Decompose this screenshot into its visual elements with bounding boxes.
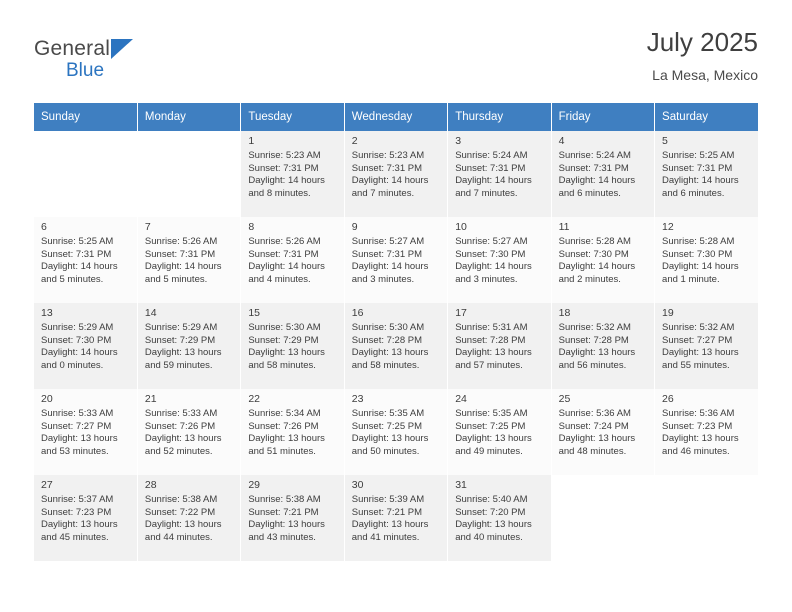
calendar-cell-empty <box>655 475 758 561</box>
day-number: 5 <box>662 135 668 147</box>
day-daylight-text: and 7 minutes. <box>455 187 518 199</box>
weekday-header-thursday: Thursday <box>448 103 551 131</box>
day-number: 23 <box>351 393 364 405</box>
day-daylight-text: and 40 minutes. <box>455 531 523 543</box>
calendar-day-cell <box>241 389 344 475</box>
day-info <box>352 322 441 372</box>
day-sunset-text: Sunset: 7:20 PM <box>455 506 526 518</box>
day-daylight-text: Daylight: 14 hours <box>41 347 118 359</box>
day-sunrise-text: Sunrise: 5:29 AM <box>144 322 218 334</box>
day-number: 10 <box>455 221 467 233</box>
calendar-day-cell <box>34 217 137 303</box>
day-info <box>352 150 441 200</box>
day-sunrise-text: Sunrise: 5:23 AM <box>351 150 425 162</box>
day-number: 29 <box>248 479 261 491</box>
day-sunrise-text: Sunrise: 5:25 AM <box>41 236 114 248</box>
calendar-day-cell <box>344 389 447 475</box>
day-sunrise-text: Sunrise: 5:31 AM <box>455 322 528 334</box>
day-sunset-text: Sunset: 7:29 PM <box>248 334 319 346</box>
day-daylight-text: Daylight: 14 hours <box>248 261 325 273</box>
day-info <box>41 494 131 544</box>
day-number: 6 <box>41 221 47 233</box>
day-daylight-text: and 3 minutes. <box>455 273 518 285</box>
day-sunset-text: Sunset: 7:31 PM <box>351 248 422 260</box>
calendar-day-cell <box>344 217 447 303</box>
day-sunrise-text: Sunrise: 5:40 AM <box>455 494 528 506</box>
day-sunset-text: Sunset: 7:31 PM <box>41 248 112 260</box>
day-sunset-text: Sunset: 7:31 PM <box>351 162 422 174</box>
day-number: 11 <box>558 221 570 233</box>
calendar-day-cell <box>448 303 551 389</box>
calendar-day-cell <box>34 389 137 475</box>
day-sunset-text: Sunset: 7:26 PM <box>144 420 216 432</box>
day-daylight-text: Daylight: 13 hours <box>351 433 429 445</box>
day-daylight-text: and 44 minutes. <box>144 531 213 543</box>
day-sunset-text: Sunset: 7:28 PM <box>351 334 422 346</box>
day-info <box>662 236 752 286</box>
day-daylight-text: Daylight: 14 hours <box>558 261 636 273</box>
day-info <box>41 322 131 372</box>
day-daylight-text: Daylight: 13 hours <box>455 519 532 531</box>
brand-name-blue: Blue <box>66 60 105 81</box>
calendar-week-row <box>34 389 758 475</box>
day-daylight-text: Daylight: 14 hours <box>662 175 739 187</box>
calendar-cell-empty <box>551 475 654 561</box>
day-info <box>455 408 544 458</box>
day-sunset-text: Sunset: 7:28 PM <box>558 334 629 346</box>
day-info <box>352 236 441 286</box>
calendar-day-cell <box>137 475 240 561</box>
day-sunrise-text: Sunrise: 5:32 AM <box>662 322 735 334</box>
weekday-header-saturday: Saturday <box>655 103 758 131</box>
day-sunset-text: Sunset: 7:31 PM <box>558 162 629 174</box>
calendar-day-cell <box>551 131 654 217</box>
day-daylight-text: and 58 minutes. <box>351 359 420 371</box>
calendar-day-cell <box>344 475 447 561</box>
day-daylight-text: Daylight: 13 hours <box>662 347 739 359</box>
day-info <box>145 322 234 372</box>
day-info <box>41 408 131 458</box>
day-daylight-text: and 58 minutes. <box>248 359 316 371</box>
day-sunrise-text: Sunrise: 5:28 AM <box>662 236 735 248</box>
day-daylight-text: and 3 minutes. <box>351 273 415 285</box>
calendar-day-cell <box>655 217 758 303</box>
day-daylight-text: Daylight: 14 hours <box>41 261 118 273</box>
day-sunrise-text: Sunrise: 5:28 AM <box>558 236 631 248</box>
weekday-header-friday: Friday <box>551 103 654 131</box>
day-daylight-text: and 2 minutes. <box>558 273 621 285</box>
day-sunrise-text: Sunrise: 5:39 AM <box>351 494 425 506</box>
day-sunrise-text: Sunrise: 5:38 AM <box>248 494 321 506</box>
day-number: 27 <box>41 479 53 491</box>
calendar-week-row <box>34 303 758 389</box>
day-daylight-text: Daylight: 13 hours <box>351 519 429 531</box>
calendar-day-cell <box>448 389 551 475</box>
day-info <box>248 236 337 286</box>
day-sunrise-text: Sunrise: 5:26 AM <box>248 236 321 248</box>
brand-name-general: General <box>34 37 111 60</box>
day-daylight-text: and 51 minutes. <box>248 445 316 457</box>
day-daylight-text: and 52 minutes. <box>144 445 213 457</box>
day-info <box>559 322 648 372</box>
calendar-day-cell <box>344 303 447 389</box>
day-sunrise-text: Sunrise: 5:26 AM <box>144 236 218 248</box>
day-info <box>41 236 131 286</box>
day-daylight-text: and 59 minutes. <box>144 359 213 371</box>
day-daylight-text: and 6 minutes. <box>662 187 725 199</box>
brand-logo <box>34 28 133 80</box>
day-number: 12 <box>662 221 674 233</box>
day-info <box>248 322 337 372</box>
day-sunset-text: Sunset: 7:27 PM <box>662 334 733 346</box>
calendar-day-cell <box>241 217 344 303</box>
day-sunset-text: Sunset: 7:21 PM <box>351 506 422 518</box>
day-sunrise-text: Sunrise: 5:25 AM <box>662 150 735 162</box>
calendar-day-cell <box>137 303 240 389</box>
calendar-day-cell <box>448 475 551 561</box>
day-daylight-text: and 57 minutes. <box>455 359 523 371</box>
calendar-week-row <box>34 217 758 303</box>
day-number: 19 <box>662 307 674 319</box>
day-number: 13 <box>41 307 53 319</box>
day-daylight-text: and 49 minutes. <box>455 445 523 457</box>
day-info <box>662 150 752 200</box>
day-daylight-text: and 5 minutes. <box>41 273 104 285</box>
day-number: 17 <box>455 307 467 319</box>
weekday-header-wednesday: Wednesday <box>344 103 447 131</box>
calendar-day-cell <box>551 389 654 475</box>
calendar-day-cell <box>655 131 758 217</box>
day-daylight-text: and 8 minutes. <box>248 187 311 199</box>
day-daylight-text: Daylight: 13 hours <box>662 433 739 445</box>
day-info <box>248 494 337 544</box>
day-sunset-text: Sunset: 7:23 PM <box>662 420 733 432</box>
day-daylight-text: Daylight: 13 hours <box>248 433 325 445</box>
day-info <box>455 322 544 372</box>
day-daylight-text: and 0 minutes. <box>41 359 104 371</box>
day-daylight-text: Daylight: 14 hours <box>351 175 429 187</box>
day-daylight-text: and 6 minutes. <box>558 187 621 199</box>
day-daylight-text: and 5 minutes. <box>144 273 208 285</box>
day-sunset-text: Sunset: 7:30 PM <box>41 334 112 346</box>
day-sunrise-text: Sunrise: 5:24 AM <box>455 150 528 162</box>
calendar-day-cell <box>344 131 447 217</box>
day-daylight-text: Daylight: 13 hours <box>248 347 325 359</box>
day-daylight-text: Daylight: 13 hours <box>144 433 222 445</box>
page-header <box>34 28 758 90</box>
day-sunset-text: Sunset: 7:30 PM <box>662 248 733 260</box>
day-sunrise-text: Sunrise: 5:23 AM <box>248 150 321 162</box>
day-daylight-text: Daylight: 14 hours <box>144 261 222 273</box>
day-sunset-text: Sunset: 7:21 PM <box>248 506 319 518</box>
day-sunrise-text: Sunrise: 5:37 AM <box>41 494 114 506</box>
day-daylight-text: and 53 minutes. <box>41 445 109 457</box>
day-sunset-text: Sunset: 7:31 PM <box>455 162 526 174</box>
day-daylight-text: Daylight: 13 hours <box>41 519 118 531</box>
day-sunset-text: Sunset: 7:26 PM <box>248 420 319 432</box>
day-daylight-text: Daylight: 14 hours <box>455 261 532 273</box>
day-daylight-text: and 50 minutes. <box>351 445 420 457</box>
day-daylight-text: and 43 minutes. <box>248 531 316 543</box>
day-sunrise-text: Sunrise: 5:38 AM <box>144 494 218 506</box>
day-info <box>662 322 752 372</box>
day-number: 21 <box>144 393 157 405</box>
day-number: 2 <box>351 135 358 147</box>
day-daylight-text: and 48 minutes. <box>558 445 627 457</box>
day-sunrise-text: Sunrise: 5:35 AM <box>455 408 528 420</box>
day-sunrise-text: Sunrise: 5:34 AM <box>248 408 321 420</box>
flag-icon <box>111 39 133 59</box>
day-sunset-text: Sunset: 7:30 PM <box>455 248 526 260</box>
day-daylight-text: Daylight: 13 hours <box>455 433 532 445</box>
calendar-table <box>34 103 758 561</box>
page-title: July 2025 <box>646 27 758 57</box>
day-daylight-text: Daylight: 14 hours <box>351 261 429 273</box>
day-number: 15 <box>248 307 261 319</box>
day-info <box>662 408 752 458</box>
day-info <box>559 408 648 458</box>
day-daylight-text: and 56 minutes. <box>558 359 627 371</box>
calendar-day-cell <box>137 389 240 475</box>
day-number: 1 <box>248 135 255 147</box>
calendar-week-row <box>34 131 758 217</box>
day-sunset-text: Sunset: 7:27 PM <box>41 420 112 432</box>
day-number: 4 <box>558 135 565 147</box>
calendar-day-cell <box>655 389 758 475</box>
calendar-day-cell <box>448 217 551 303</box>
day-info <box>455 494 544 544</box>
day-number: 8 <box>248 221 255 233</box>
day-daylight-text: and 41 minutes. <box>351 531 420 543</box>
day-sunrise-text: Sunrise: 5:30 AM <box>248 322 321 334</box>
day-number: 16 <box>351 307 364 319</box>
day-sunset-text: Sunset: 7:30 PM <box>558 248 629 260</box>
calendar-day-cell <box>551 303 654 389</box>
day-number: 25 <box>558 393 571 405</box>
day-sunrise-text: Sunrise: 5:30 AM <box>351 322 425 334</box>
day-sunrise-text: Sunrise: 5:36 AM <box>558 408 631 420</box>
day-number: 31 <box>455 479 467 491</box>
day-daylight-text: and 4 minutes. <box>248 273 311 285</box>
day-daylight-text: Daylight: 13 hours <box>144 519 222 531</box>
day-info <box>145 408 234 458</box>
day-info <box>352 408 441 458</box>
weekday-header-sunday: Sunday <box>34 103 137 131</box>
day-daylight-text: Daylight: 13 hours <box>558 433 636 445</box>
day-daylight-text: Daylight: 14 hours <box>558 175 636 187</box>
day-sunset-text: Sunset: 7:31 PM <box>144 248 216 260</box>
day-sunset-text: Sunset: 7:25 PM <box>351 420 422 432</box>
day-daylight-text: Daylight: 13 hours <box>351 347 429 359</box>
calendar-header-row <box>34 103 758 131</box>
day-sunrise-text: Sunrise: 5:27 AM <box>455 236 528 248</box>
day-info <box>145 236 234 286</box>
day-sunrise-text: Sunrise: 5:32 AM <box>558 322 631 334</box>
day-sunset-text: Sunset: 7:25 PM <box>455 420 526 432</box>
day-daylight-text: and 1 minute. <box>662 273 720 285</box>
calendar-day-cell <box>34 303 137 389</box>
day-number: 22 <box>248 393 261 405</box>
calendar-week-row <box>34 475 758 561</box>
weekday-header-tuesday: Tuesday <box>241 103 344 131</box>
day-daylight-text: and 45 minutes. <box>41 531 109 543</box>
day-sunset-text: Sunset: 7:31 PM <box>662 162 733 174</box>
day-number: 28 <box>144 479 157 491</box>
calendar-day-cell <box>241 475 344 561</box>
day-daylight-text: Daylight: 14 hours <box>455 175 532 187</box>
day-daylight-text: Daylight: 13 hours <box>144 347 222 359</box>
calendar-day-cell <box>655 303 758 389</box>
day-sunrise-text: Sunrise: 5:29 AM <box>41 322 114 334</box>
day-sunrise-text: Sunrise: 5:33 AM <box>41 408 114 420</box>
day-daylight-text: Daylight: 14 hours <box>662 261 739 273</box>
day-daylight-text: and 55 minutes. <box>662 359 730 371</box>
day-number: 3 <box>455 135 462 147</box>
calendar-cell-empty <box>34 131 137 217</box>
calendar-day-cell <box>551 217 654 303</box>
day-sunrise-text: Sunrise: 5:36 AM <box>662 408 735 420</box>
day-daylight-text: Daylight: 13 hours <box>455 347 532 359</box>
day-info <box>352 494 441 544</box>
day-number: 30 <box>351 479 364 491</box>
calendar-cell-empty <box>137 131 240 217</box>
day-sunset-text: Sunset: 7:28 PM <box>455 334 526 346</box>
calendar-day-cell <box>448 131 551 217</box>
day-sunrise-text: Sunrise: 5:33 AM <box>144 408 218 420</box>
day-sunset-text: Sunset: 7:24 PM <box>558 420 629 432</box>
day-number: 20 <box>41 393 53 405</box>
day-sunset-text: Sunset: 7:29 PM <box>144 334 216 346</box>
day-number: 24 <box>455 393 467 405</box>
calendar-day-cell <box>241 303 344 389</box>
calendar-day-cell <box>34 475 137 561</box>
location-subtitle: La Mesa, Mexico <box>652 66 758 83</box>
day-number: 14 <box>144 307 157 319</box>
day-sunset-text: Sunset: 7:23 PM <box>41 506 112 518</box>
day-info <box>248 150 337 200</box>
day-sunset-text: Sunset: 7:31 PM <box>248 248 319 260</box>
day-sunset-text: Sunset: 7:22 PM <box>144 506 216 518</box>
calendar-day-cell <box>137 217 240 303</box>
day-daylight-text: Daylight: 14 hours <box>248 175 325 187</box>
day-number: 7 <box>144 221 151 233</box>
day-number: 26 <box>662 393 674 405</box>
calendar-day-cell <box>241 131 344 217</box>
day-sunset-text: Sunset: 7:31 PM <box>248 162 319 174</box>
day-daylight-text: and 7 minutes. <box>351 187 415 199</box>
day-daylight-text: Daylight: 13 hours <box>558 347 636 359</box>
weekday-header-monday: Monday <box>137 103 240 131</box>
day-info <box>559 150 648 200</box>
day-info <box>559 236 648 286</box>
day-info <box>145 494 234 544</box>
day-info <box>455 236 544 286</box>
day-number: 9 <box>351 221 358 233</box>
day-info <box>455 150 544 200</box>
day-daylight-text: and 46 minutes. <box>662 445 730 457</box>
title-block <box>647 28 758 83</box>
day-sunrise-text: Sunrise: 5:35 AM <box>351 408 425 420</box>
day-sunrise-text: Sunrise: 5:24 AM <box>558 150 631 162</box>
day-sunrise-text: Sunrise: 5:27 AM <box>351 236 425 248</box>
day-number: 18 <box>558 307 571 319</box>
day-daylight-text: Daylight: 13 hours <box>41 433 118 445</box>
day-info <box>248 408 337 458</box>
day-daylight-text: Daylight: 13 hours <box>248 519 325 531</box>
